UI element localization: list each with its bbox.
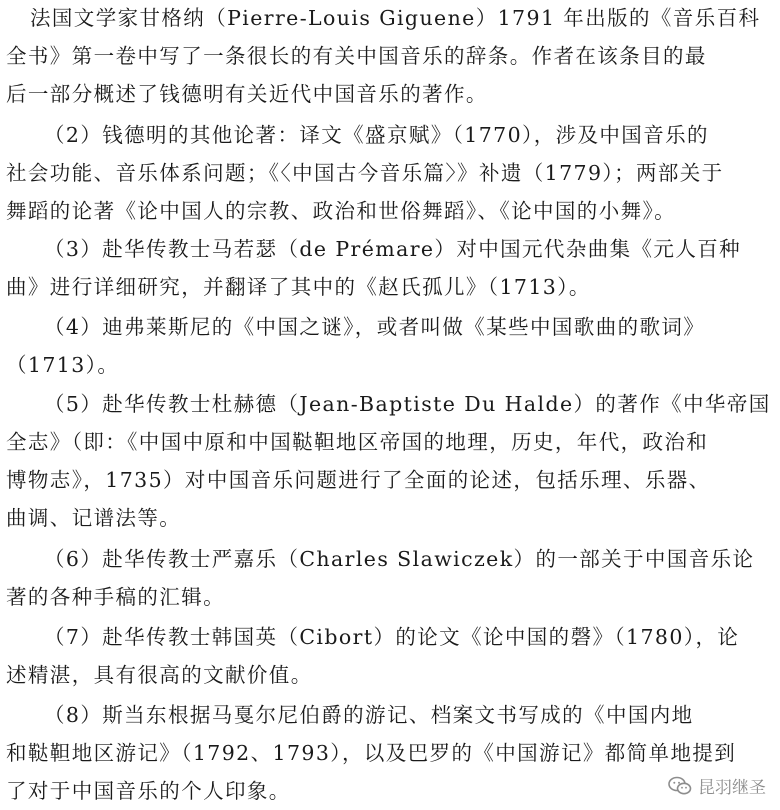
text-line: 全书》第一卷中写了一条很长的有关中国音乐的辞条。作者在该条目的最 — [6, 44, 707, 68]
text-line: 后一部分概述了钱德明有关近代中国音乐的著作。 — [6, 82, 488, 106]
text-line: （1713）。 — [6, 353, 120, 377]
text-line: 和鞑靼地区游记》（1792、1793），以及巴罗的《中国游记》都简单地提到 — [6, 741, 737, 765]
text-line: （4）迪弗莱斯尼的《中国之谜》，或者叫做《某些中国歌曲的歌词》 — [44, 315, 706, 339]
text-line: （2）钱德明的其他论著：译文《盛京赋》（1770），涉及中国音乐的 — [44, 123, 709, 147]
text-line: 社会功能、音乐体系问题；《〈中国古今音乐篇〉》补遗（1779）；两部关于 — [6, 161, 724, 185]
wechat-icon — [668, 776, 692, 796]
text-line: 法国文学家甘格纳（Pierre-Louis Giguene）1791 年出版的《音乐百科 — [30, 6, 761, 30]
text-line: 述精湛，具有很高的文献价值。 — [6, 663, 313, 687]
text-line: 曲》进行详细研究，并翻译了其中的《赵氏孤儿》（1713）。 — [6, 275, 591, 299]
text-line: 著的各种手稿的汇辑。 — [6, 585, 225, 609]
text-line: 曲调、记谱法等。 — [6, 506, 182, 530]
text-line: （8）斯当东根据马戛尔尼伯爵的游记、档案文书写成的《中国内地 — [44, 703, 694, 727]
text-line: （6）赴华传教士严嘉乐（Charles Slawiczek）的一部关于中国音乐论 — [44, 547, 755, 571]
text-line: 舞蹈的论著《论中国人的宗教、政治和世俗舞蹈》、《论中国的小舞》。 — [6, 199, 677, 223]
text-line: 博物志》，1735）对中国音乐问题进行了全面的论述，包括乐理、乐器、 — [6, 468, 711, 492]
text-line: （3）赴华传教士马若瑟（de Prémare）对中国元代杂曲集《元人百种 — [44, 237, 742, 261]
text-line: 全志》（即：《中国中原和中国鞑靼地区帝国的地理，历史，年代，政治和 — [6, 430, 709, 454]
text-line: 了对于中国音乐的个人印象。 — [6, 779, 291, 803]
watermark-text: 昆羽继圣 — [698, 778, 766, 798]
watermark — [668, 773, 766, 798]
text-line: （5）赴华传教士杜赫德（Jean-Baptiste Du Halde）的著作《中华帝国 — [44, 392, 771, 416]
text-line: （7）赴华传教士韩国英（Cibort）的论文《论中国的磬》（1780），论 — [44, 625, 740, 649]
